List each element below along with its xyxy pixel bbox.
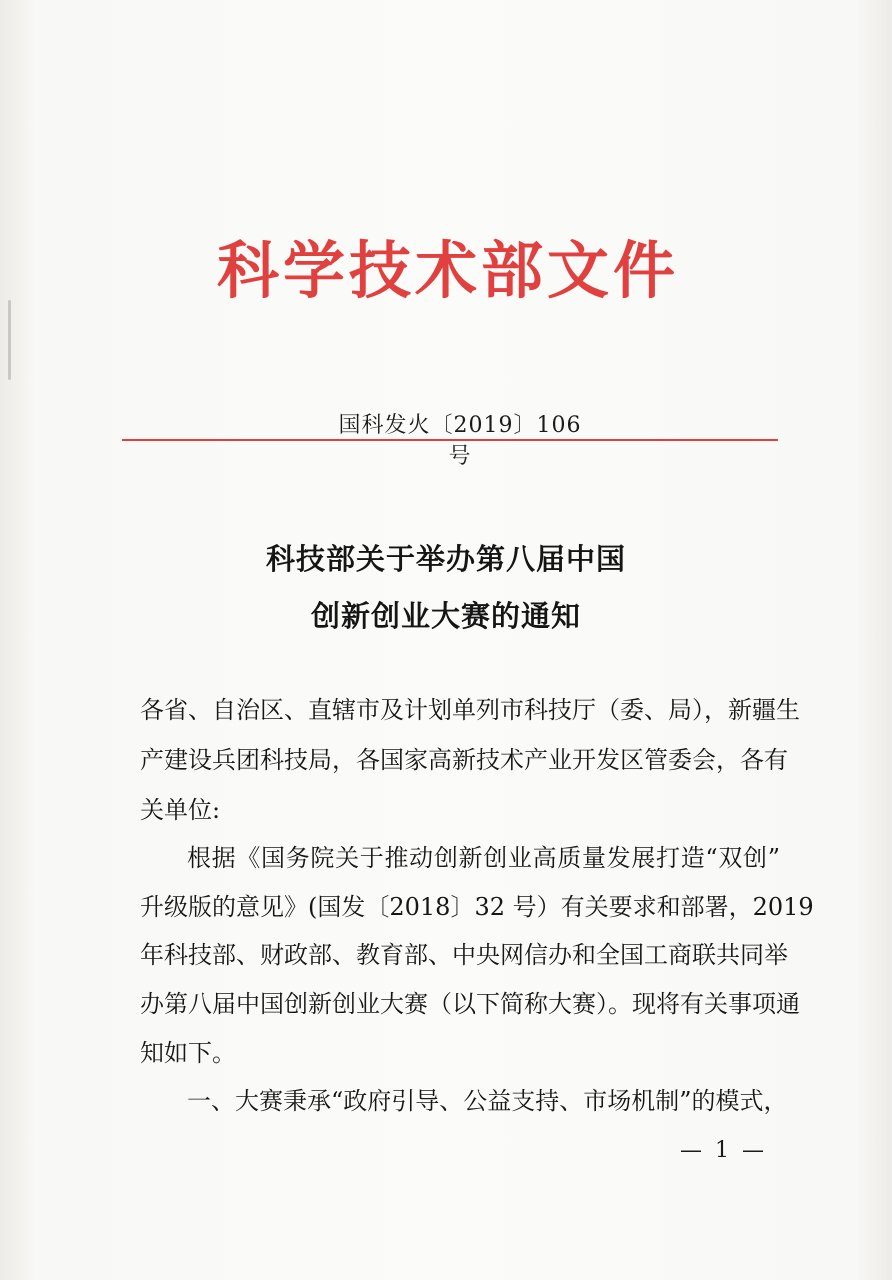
body-line: 升级版的意见》(国发〔2018〕32 号）有关要求和部署，2019 — [140, 893, 814, 921]
body-line: 年科技部、财政部、教育部、中央网信办和全国工商联共同举 — [140, 941, 788, 969]
document-number: 国科发火〔2019〕106 号 — [338, 413, 582, 469]
body-line: 知如下。 — [140, 1039, 236, 1067]
notice-title-line-2: 创新创业大赛的通知 — [310, 599, 581, 633]
red-separator-line — [122, 439, 778, 441]
binding-mark — [8, 300, 11, 380]
body-line: 办第八届中国创新创业大赛（以下简称大赛）。现将有关事项通 — [140, 990, 800, 1018]
notice-title-line-1: 科技部关于举办第八届中国 — [265, 542, 626, 576]
body-line: 根据《国务院关于推动创新创业高质量发展打造“双创” — [187, 844, 780, 872]
body-line: 各省、自治区、直辖市及计划单列市科技厅（委、局），新疆生 — [140, 696, 800, 724]
body-line: 一、大赛秉承“政府引导、公益支持、市场机制”的模式， — [187, 1087, 788, 1115]
page-number: — 1 — — [680, 1138, 767, 1163]
body-line: 产建设兵团科技局，各国家高新技术产业开发区管委会，各有 — [140, 746, 788, 774]
issuer-header-title: 科学技术部文件 — [216, 234, 679, 307]
body-line: 关单位: — [140, 796, 221, 824]
